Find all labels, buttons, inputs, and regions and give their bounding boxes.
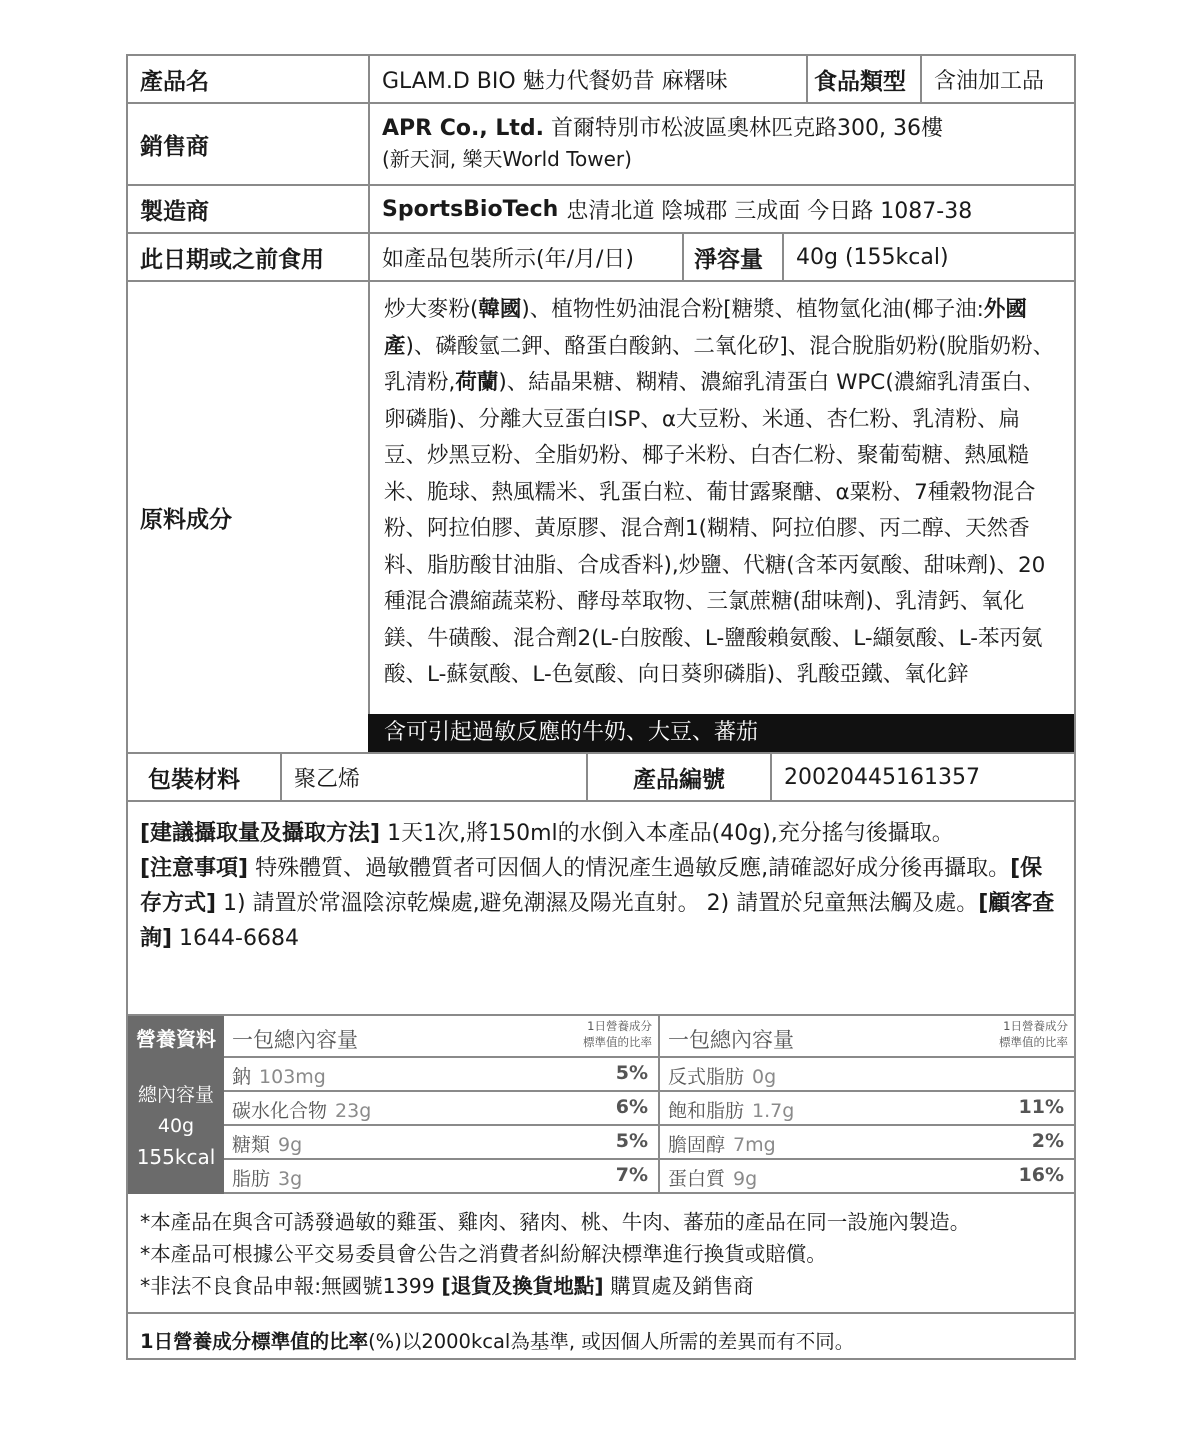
packaging-label: 包裝材料	[148, 766, 240, 793]
nutrient-name: 膽固醇	[668, 1134, 726, 1156]
product-name-value: GLAM.D BIO 魅力代餐奶昔 麻糬味	[368, 56, 806, 102]
nutrition-col-left-header	[224, 1016, 658, 1058]
ingr-part: )、植物性奶油混合粉[糖漿、植物氫化油(椰子油:	[521, 297, 984, 322]
packaging-value: 聚乙烯	[280, 754, 586, 800]
nutrient-name: 蛋白質	[668, 1168, 726, 1190]
nutrient-row-fat	[224, 1160, 658, 1194]
caution-text: 特殊體質、過敏體質者可因個人的情況產生過敏反應,請確認好成分後再攝取。	[248, 856, 1011, 881]
allergy-warning: 含可引起過敏反應的牛奶、大豆、蕃茄	[368, 714, 1074, 752]
total-label: 總內容量	[137, 1083, 214, 1106]
seller-value	[368, 104, 1074, 184]
total-kcal: 155kcal	[136, 1144, 216, 1169]
nutrient-amount: 1.7g	[752, 1100, 795, 1122]
net-value: 40g (155kcal)	[782, 234, 1074, 280]
ingr-part: )、磷酸氫二鉀、酪蛋白酸鈉、二氧化矽]、混合脫脂奶粉(脫脂奶粉、乳清粉,	[384, 333, 1055, 395]
nutrient-row-sodium	[224, 1058, 658, 1092]
nutrition-table	[128, 1016, 1074, 1194]
nutrient-percent: 7%	[615, 1164, 648, 1186]
nutrient-amount: 23g	[335, 1100, 372, 1122]
nutrient-row-saturated-fat	[658, 1092, 1074, 1126]
usage-text	[140, 816, 1060, 956]
storage-text: 1) 請置於常溫陰涼乾燥處,避免潮濕及陽光直射。 2) 請置於兒童無法觸及處。	[216, 891, 979, 916]
manufacturer-row	[128, 186, 1074, 234]
storage-label: [保存方式]	[140, 856, 1043, 916]
nutrient-name: 反式脂肪	[668, 1066, 745, 1088]
caution-label: [注意事項]	[140, 856, 249, 881]
nutrient-percent: 2%	[1031, 1130, 1064, 1152]
col-title: 一包總內容量	[232, 1028, 358, 1052]
net-label: 淨容量	[682, 234, 782, 280]
best-before-row	[128, 234, 1074, 282]
ingr-origin-korea: 韓國	[478, 297, 522, 322]
seller-address2: (新天洞, 樂天World Tower)	[382, 147, 632, 171]
col-sub	[999, 1018, 1068, 1050]
nutrient-name: 糖類	[232, 1134, 271, 1156]
footer-text: (%)以2000kcal為基準, 或因個人所需的差異而有不同。	[368, 1330, 855, 1353]
notes-text	[140, 1206, 970, 1302]
contact-text: 1644-6684	[172, 926, 299, 951]
total-weight: 40g	[157, 1114, 195, 1137]
food-label-sheet	[126, 54, 1076, 1360]
ingr-origin-netherlands: 荷蘭	[455, 370, 499, 395]
product-name-row	[128, 56, 1074, 104]
nutrient-amount: 103mg	[259, 1066, 326, 1088]
ingr-origin-foreign: 外國產	[384, 297, 1027, 359]
ingredients-text	[368, 282, 1074, 714]
manufacturer-name: SportsBioTech	[382, 196, 559, 222]
nutrient-amount: 3g	[278, 1168, 303, 1190]
nutrient-percent: 11%	[1018, 1096, 1064, 1118]
nutrient-amount: 0g	[752, 1066, 777, 1088]
nutrient-row-cholesterol	[658, 1126, 1074, 1160]
product-name-label: 產品名	[140, 68, 209, 95]
col-sub1: 1日營養成分	[587, 1019, 652, 1033]
best-before-label: 此日期或之前食用	[140, 246, 324, 273]
nutrition-col-right-header	[658, 1016, 1074, 1058]
manufacturer-value	[368, 186, 1074, 232]
col-sub1: 1日營養成分	[1003, 1019, 1068, 1033]
best-before-value: 如產品包裝所示(年/月/日)	[368, 234, 682, 280]
note-report-text: *非法不良食品申報:無國號1399	[140, 1274, 442, 1298]
col-sub2: 標準值的比率	[583, 1035, 652, 1049]
note-return-label: [退貨及換貨地點]	[441, 1274, 604, 1298]
seller-label: 銷售商	[140, 133, 209, 160]
intake-text: 1天1次,將150ml的水倒入本產品(40g),充分搖勻後攝取。	[380, 821, 954, 846]
food-type-label: 食品類型	[806, 56, 920, 102]
nutrient-row-trans-fat	[658, 1058, 1074, 1092]
ingr-part: )、結晶果糖、糊精、濃縮乳清蛋白 WPC(濃縮乳清蛋白、卵磷脂)、分離大豆蛋白ISP、α大豆粉、米通、杏仁粉、乳清粉、扁豆、炒黑豆粉、全脂奶粉、椰子米粉、白杏仁粉、聚葡萄糖、熱風糙米、脆球、熱風糯米、乳蛋白粒、葡甘露聚醣、α粟粉、7種穀物混合粉、阿拉伯膠、黃原膠、混合劑1(糊精、阿拉伯膠、丙二醇、天然香料、脂肪酸甘油脂、合成香料),炒鹽、代糖(含苯丙氨酸、甜味劑)、20種混合濃縮蔬菜粉、酵母萃取物、三氯蔗糖(甜味劑)、乳清鈣、氧化鎂、牛磺酸、混合劑2(L-白胺酸、L-鹽酸賴氨酸、L-纈氨酸、L-苯丙氨酸、L-蘇氨酸、L-色氨酸、向日葵卵磷脂)、乳酸亞鐵、氧化鋅	[384, 370, 1046, 687]
ingr-part: 炒大麥粉(	[384, 297, 479, 322]
col-sub	[583, 1018, 652, 1050]
nutrient-amount: 9g	[733, 1168, 758, 1190]
nutrient-row-protein	[658, 1160, 1074, 1194]
note-compensation: *本產品可根據公平交易委員會公告之消費者糾紛解決標準進行換貨或賠償。	[140, 1242, 827, 1266]
product-code-label: 產品編號	[586, 754, 770, 800]
nutrient-row-sugars	[224, 1126, 658, 1160]
nutrient-percent: 16%	[1018, 1164, 1064, 1186]
note-report	[140, 1270, 970, 1302]
nutrient-percent: 5%	[615, 1062, 648, 1084]
nutrient-percent: 5%	[615, 1130, 648, 1152]
footer-note	[140, 1326, 854, 1354]
nutrient-name: 飽和脂肪	[668, 1100, 745, 1122]
note-allergen-facility: *本產品在與含可誘發過敏的雞蛋、雞肉、豬肉、桃、牛肉、蕃茄的產品在同一設施內製造。	[140, 1210, 971, 1234]
contact-label: [顧客查詢]	[140, 891, 1055, 951]
nutrient-name: 鈉	[232, 1066, 252, 1088]
seller-name: APR Co., Ltd.	[382, 116, 545, 141]
food-type-value: 含油加工品	[920, 56, 1074, 102]
nutrition-title: 營養資料	[128, 1016, 224, 1058]
packaging-row	[128, 754, 1074, 802]
ingredients-row	[128, 282, 1074, 754]
nutrient-name: 脂肪	[232, 1168, 271, 1190]
intake-label: [建議攝取量及攝取方法]	[140, 821, 381, 846]
col-sub2: 標準值的比率	[999, 1035, 1068, 1049]
col-title: 一包總內容量	[668, 1028, 794, 1052]
nutrient-amount: 9g	[278, 1134, 303, 1156]
manufacturer-label: 製造商	[140, 198, 209, 225]
nutrient-amount: 7mg	[733, 1134, 776, 1156]
seller-row	[128, 104, 1074, 186]
nutrition-total	[128, 1058, 224, 1194]
notes-row	[128, 1194, 1074, 1314]
manufacturer-address: 忠清北道 陰城郡 三成面 今日路 1087-38	[566, 198, 973, 224]
footer-bold: 1日營養成分標準值的比率	[140, 1330, 369, 1353]
nutrient-percent: 6%	[615, 1096, 648, 1118]
note-return-text: 購買處及銷售商	[603, 1274, 754, 1298]
seller-address: 首爾特別市松波區奧林匹克路300, 36樓	[551, 116, 944, 141]
nutrient-row-carbohydrate	[224, 1092, 658, 1126]
nutrient-name: 碳水化合物	[232, 1100, 328, 1122]
usage-row	[128, 802, 1074, 1016]
product-code-value: 20020445161357	[770, 754, 1074, 800]
ingredients-label: 原料成分	[140, 506, 232, 533]
